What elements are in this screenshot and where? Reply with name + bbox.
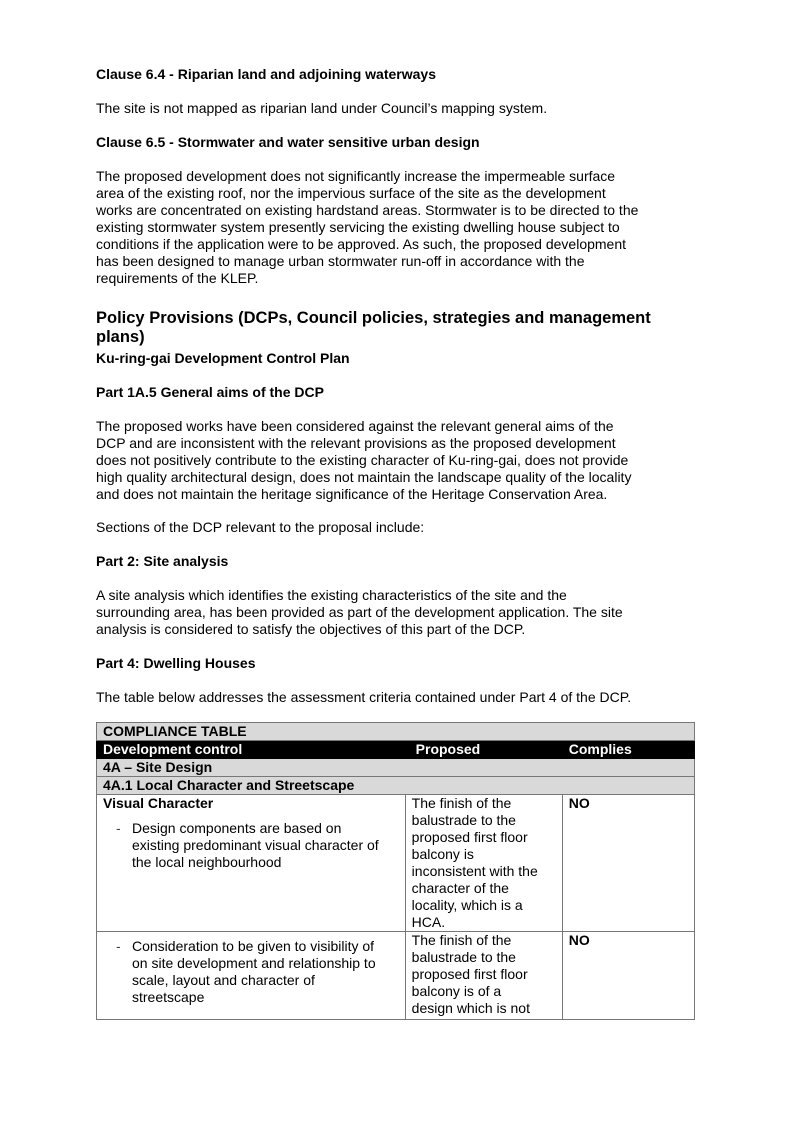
part-4-text: The table below addresses the assessment criteria contained under Part 4 of the DCP.: [96, 689, 632, 705]
part-2-paragraph: [96, 587, 691, 638]
heading-line: plans): [96, 328, 145, 346]
table-row: [97, 795, 695, 932]
column-header-complies: Complies: [562, 741, 694, 759]
compliance-table: [96, 722, 695, 1020]
control-cell: [97, 932, 406, 1020]
text-line: balustrade to the: [411, 949, 516, 965]
policy-provisions-heading: [96, 309, 676, 347]
text-line: streetscape: [132, 989, 205, 1005]
text-line: has been designed to manage urban stormwater run-off in accordance with the: [96, 253, 585, 269]
text-line: character of the: [411, 880, 509, 896]
text-line: existing stormwater system presently servicing the existing dwelling house subject to: [96, 219, 620, 235]
complies-cell: NO: [562, 795, 694, 932]
control-label: Visual Character: [103, 795, 214, 811]
control-bullet: [103, 820, 399, 871]
proposed-cell: [405, 795, 562, 932]
text-line: high quality architectural design, does not maintain the landscape quality of the locality: [96, 469, 632, 485]
section-label: 4A – Site Design: [97, 759, 695, 777]
text-line: conditions if the application were to be approved. As such, the proposed development: [96, 236, 627, 252]
text-line: inconsistent with the: [411, 863, 538, 879]
text-line: The finish of the: [411, 795, 512, 811]
text-line: analysis is considered to satisfy the objectives of this part of the DCP.: [96, 621, 526, 637]
text-line: balustrade to the: [411, 812, 516, 828]
text-line: design which is not: [411, 1000, 530, 1016]
part-1a5-heading: Part 1A.5 General aims of the DCP: [96, 384, 324, 400]
text-line: The finish of the: [411, 932, 512, 948]
column-header-proposed: Proposed: [405, 741, 562, 759]
heading-line: Policy Provisions (DCPs, Council policies, strategies and management: [96, 309, 651, 327]
proposed-cell: [405, 932, 562, 1020]
text-line: locality, which is a: [411, 897, 523, 913]
text-line: existing predominant visual character of: [132, 837, 379, 853]
dcp-subheading: Ku-ring-gai Development Control Plan: [96, 350, 350, 366]
text-line: scale, layout and character of: [132, 972, 315, 988]
clause-6-4-heading: Clause 6.4 - Riparian land and adjoining waterways: [96, 66, 436, 82]
clause-6-4-text: The site is not mapped as riparian land under Council’s mapping system.: [96, 100, 548, 116]
clause-6-5-heading: Clause 6.5 - Stormwater and water sensitive urban design: [96, 134, 480, 150]
text-line: HCA.: [411, 914, 446, 930]
complies-cell: NO: [562, 932, 694, 1020]
bullet-dash: -: [116, 938, 121, 954]
text-line: The proposed development does not significantly increase the impermeable surface: [96, 168, 616, 184]
text-line: surrounding area, has been provided as part of the development application. The site: [96, 604, 623, 620]
text-line: does not positively contribute to the existing character of Ku-ring-gai, does not provide: [96, 452, 629, 468]
text-line: the local neighbourhood: [132, 854, 282, 870]
table-title: COMPLIANCE TABLE: [97, 723, 695, 741]
control-cell: [97, 795, 406, 932]
part-2-heading: Part 2: Site analysis: [96, 553, 229, 569]
sections-intro-text: Sections of the DCP relevant to the proposal include:: [96, 519, 425, 535]
text-line: DCP and are inconsistent with the relevant provisions as the proposed development: [96, 435, 616, 451]
text-line: on site development and relationship to: [132, 955, 376, 971]
text-line: and does not maintain the heritage significance of the Heritage Conservation Area.: [96, 486, 608, 502]
text-line: Design components are based on: [132, 820, 342, 836]
clause-6-5-paragraph: [96, 168, 691, 287]
table-title-row: [97, 723, 695, 741]
text-line: A site analysis which identifies the existing characteristics of the site and the: [96, 587, 567, 603]
part-1a5-paragraph: [96, 418, 691, 503]
bullet-dash: -: [116, 820, 121, 836]
text-line: Consideration to be given to visibility of: [132, 938, 375, 954]
text-line: works are concentrated on existing hardstand areas. Stormwater is to be directed to the: [96, 202, 639, 218]
table-section-row: [97, 759, 695, 777]
table-row: [97, 932, 695, 1020]
text-line: area of the existing roof, nor the impervious surface of the site as the development: [96, 185, 606, 201]
text-line: The proposed works have been considered against the relevant general aims of the: [96, 418, 614, 434]
table-subsection-row: [97, 777, 695, 795]
text-line: proposed first floor: [411, 829, 528, 845]
text-line: balcony is of a: [411, 983, 502, 999]
part-4-heading: Part 4: Dwelling Houses: [96, 655, 256, 671]
control-bullet: [103, 938, 399, 1006]
text-line: balcony is: [411, 846, 474, 862]
subsection-label: 4A.1 Local Character and Streetscape: [97, 777, 695, 795]
text-line: proposed first floor: [411, 966, 528, 982]
column-header-development-control: Development control: [97, 741, 406, 759]
text-line: requirements of the KLEP.: [96, 270, 259, 286]
table-header-row: [97, 741, 695, 759]
